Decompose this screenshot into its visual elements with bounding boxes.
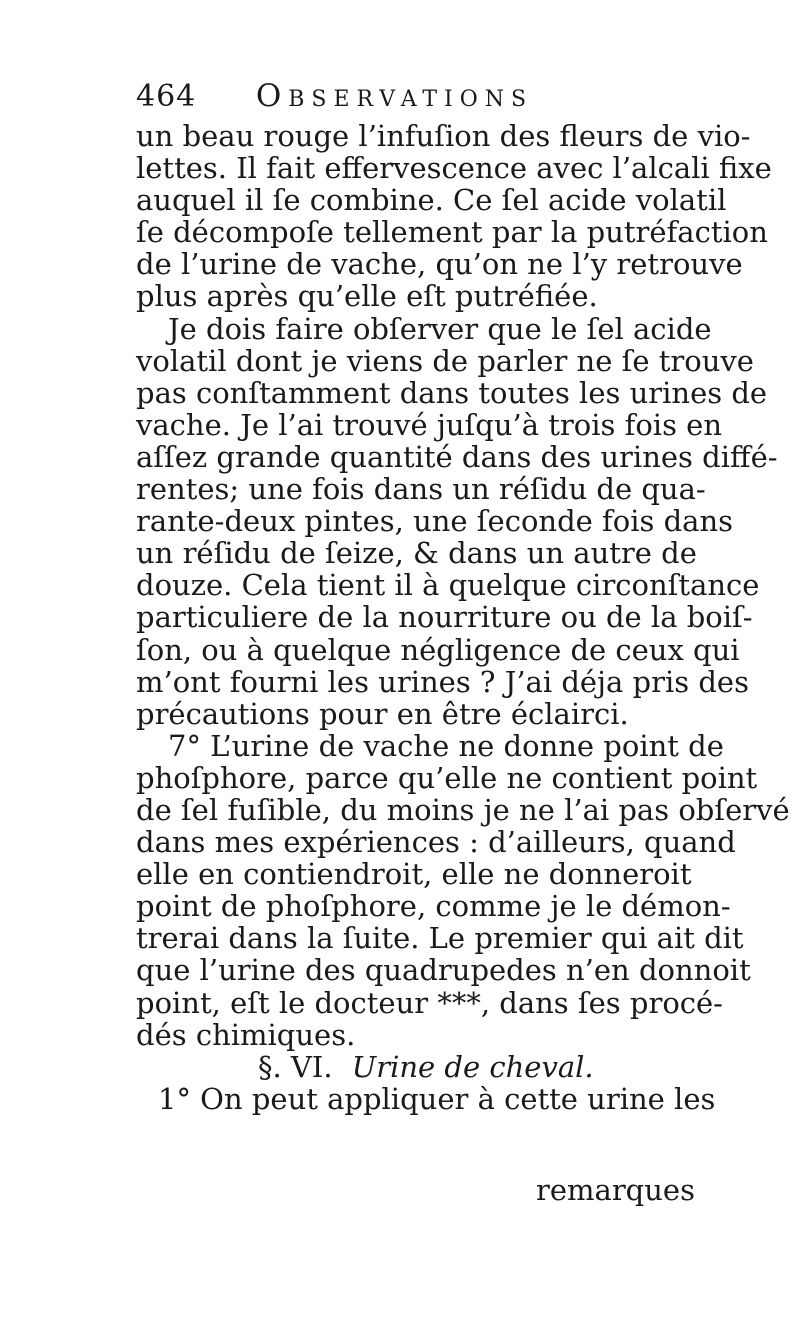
page-header <box>136 72 676 120</box>
text-line: de ſel fuſible, du moins je ne l’ai pas obſervé <box>136 792 790 827</box>
paragraph-start-line: Je dois faire obſerver que le ſel acide <box>168 311 712 346</box>
text-line: point, eſt le docteur ***, dans ſes procé- <box>136 985 723 1020</box>
text-line: pas conſtamment dans toutes les urines de <box>136 375 768 410</box>
text-line: lettes. Il fait effervescence avec l’alcali fixe <box>136 151 772 186</box>
paragraph-start-line: 7° L’urine de vache ne donne point de <box>168 728 724 763</box>
section-number: §. VI. <box>258 1049 333 1084</box>
text-line: phoſphore, parce qu’elle ne contient point <box>136 760 758 795</box>
text-line: ſon, ou à quelque négligence de ceux qui <box>136 632 740 667</box>
text-line: auquel il ſe combine. Ce ſel acide volatil <box>136 183 727 218</box>
text-line: point de phoſphore, comme je le démon- <box>136 889 731 924</box>
text-line: dans mes expériences : d’ailleurs, quand <box>136 825 736 860</box>
text-line: particuliere de la nourriture ou de la boiſ- <box>136 600 753 635</box>
catchword: remarques <box>536 1173 695 1207</box>
text-line: rentes; une fois dans un réſidu de qua- <box>136 472 706 507</box>
text-line: que l’urine des quadrupedes n’en donnoit <box>136 953 751 988</box>
text-line: dés chimiques. <box>136 1017 356 1052</box>
running-title: Observations <box>255 78 534 114</box>
text-line: elle en contiendroit, elle ne donneroit <box>136 857 692 892</box>
section-heading <box>136 1051 670 1083</box>
text-line: vache. Je l’ai trouvé juſqu’à trois fois en <box>136 407 723 442</box>
text-line: aſſez grande quantité dans des urines diffé- <box>136 439 778 474</box>
text-line: de l’urine de vache, qu’on ne l’y retrouve <box>136 247 743 282</box>
text-line: un réſidu de ſeize, & dans un autre de <box>136 536 697 571</box>
text-line: trerai dans la ſuite. Le premier qui ait dit <box>136 921 744 956</box>
text-line: rante-deux pintes, une ſeconde fois dans <box>136 504 734 539</box>
text-line: volatil dont je viens de parler ne ſe trouve <box>136 343 754 378</box>
text-line: ſe décompoſe tellement par la putréfaction <box>136 215 768 250</box>
page-number: 464 <box>136 79 197 114</box>
text-line: douze. Cela tient il à quelque circonſtance <box>136 568 760 603</box>
section-title: Urine de cheval. <box>351 1049 594 1084</box>
text-line: m’ont fourni les urines ? J’ai déja pris des <box>136 664 749 699</box>
text-line: 1° On peut appliquer à cette urine les <box>158 1081 716 1116</box>
text-line: précautions pour en être éclairci. <box>136 696 629 731</box>
text-line: plus après qu’elle eſt putréfiée. <box>136 279 598 314</box>
text-line: un beau rouge l’infuſion des fleurs de vio- <box>136 119 751 153</box>
body-text <box>136 119 790 1116</box>
